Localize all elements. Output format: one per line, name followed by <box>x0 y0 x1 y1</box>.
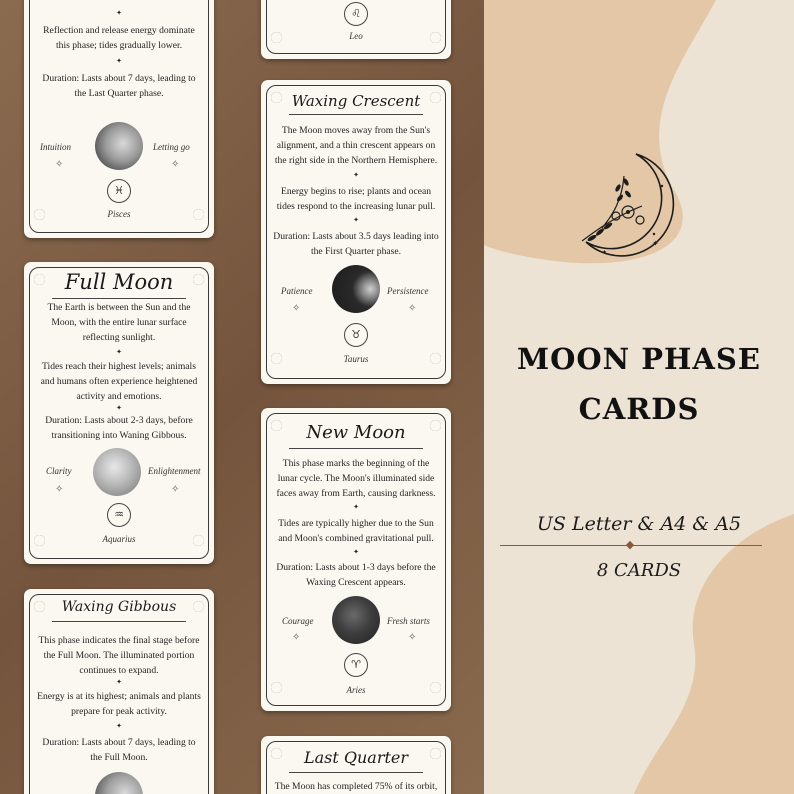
card-title: Last Quarter <box>303 748 409 767</box>
sparkle-icon: ✧ <box>408 632 417 643</box>
leo-symbol-icon: ♌ <box>344 2 368 26</box>
crescent-corner-icon <box>34 209 45 220</box>
divider-diamond-icon: ✦ <box>353 216 359 224</box>
keyword-left: Intuition <box>40 142 71 152</box>
sparkle-icon: ✧ <box>171 484 180 495</box>
diamond-icon: ◆ <box>625 538 635 551</box>
crescent-corner-icon <box>430 32 441 43</box>
divider-diamond-icon: ✦ <box>353 171 359 179</box>
divider-diamond-icon: ✦ <box>116 57 122 65</box>
moon-new-icon <box>332 596 380 644</box>
title-panel <box>484 0 794 794</box>
moon-waxing-crescent-icon <box>332 265 380 313</box>
keyword-right: Letting go <box>153 142 190 152</box>
card-title: New Moon <box>306 422 406 443</box>
card-text: Tides reach their highest levels; animals and humans often experience heightened activity and emotions. <box>40 361 198 402</box>
aquarius-symbol-icon: ♒ <box>107 503 131 527</box>
card-text: Duration: Lasts about 7 days, leading to the Full Moon. <box>42 737 196 763</box>
card-leo <box>261 0 451 59</box>
svg-text:✦: ✦ <box>652 239 659 248</box>
title-underline <box>289 772 423 773</box>
aries-symbol-icon: ♈ <box>344 653 368 677</box>
title-underline <box>52 298 186 299</box>
divider-diamond-icon: ✦ <box>116 9 122 17</box>
card-pisces <box>24 0 214 238</box>
moon-waning-icon <box>95 122 143 170</box>
sparkle-icon: ✧ <box>55 159 64 170</box>
crescent-corner-icon <box>271 682 282 693</box>
card-title: Full Moon <box>64 270 174 294</box>
keyword-left: Courage <box>282 616 314 626</box>
zodiac-sign: Aries <box>346 685 366 695</box>
card-text: The Moon has completed 75% of its orbit, <box>274 781 438 792</box>
divider-diamond-icon: ✦ <box>116 404 122 412</box>
divider-diamond-icon: ✦ <box>353 548 359 556</box>
svg-text:✦: ✦ <box>602 249 608 256</box>
card-text: Duration: Lasts about 7 days, leading to the Last Quarter phase. <box>42 73 196 99</box>
sparkle-icon: ✧ <box>408 303 417 314</box>
title-underline <box>289 448 423 449</box>
card-count-label: 8 CARDS <box>596 560 682 581</box>
card-full-moon <box>24 262 214 564</box>
sparkle-icon: ✧ <box>55 484 64 495</box>
taurus-symbol-icon: ♉ <box>344 323 368 347</box>
card-text: Duration: Lasts about 2-3 days, before transitioning into Waning Gibbous. <box>45 415 193 441</box>
pisces-symbol-icon: ♓ <box>107 179 131 203</box>
divider-diamond-icon: ✦ <box>116 348 122 356</box>
divider-diamond-icon: ✦ <box>116 678 122 686</box>
floral-crescent-moon-icon <box>572 146 692 266</box>
keyword-left: Patience <box>281 286 313 296</box>
card-text: Tides are typically higher due to the Sun and Moon's combined gravitational pull. <box>278 518 434 544</box>
zodiac-sign: Leo <box>349 31 363 41</box>
page-title-line2: CARDS <box>578 392 700 426</box>
card-text: The Moon moves away from the Sun's alignment, and a thin crescent appears on the right side in the Northern Hemisphere. <box>274 125 438 166</box>
card-text: Reflection and release energy dominate this phase; tides gradually lower. <box>43 25 195 51</box>
crescent-corner-icon <box>34 535 45 546</box>
card-text: The Earth is between the Sun and the Moon, with the entire lunar surface reflecting sunlight. <box>47 302 191 343</box>
crescent-corner-icon <box>193 209 204 220</box>
crescent-corner-icon <box>271 353 282 364</box>
divider-diamond-icon: ✦ <box>116 722 122 730</box>
zodiac-sign: Pisces <box>107 209 131 219</box>
card-text: This phase marks the beginning of the lunar cycle. The Moon's illuminated side faces away from Earth, causing darkness. <box>276 458 436 499</box>
card-text: Energy is at its highest; animals and plants prepare for peak activity. <box>37 691 201 717</box>
page-title-line1: MOON PHASE <box>517 342 761 376</box>
card-waxing-crescent <box>261 80 451 384</box>
card-text: Duration: Lasts about 1-3 days before the Waxing Crescent appears. <box>276 562 436 588</box>
crescent-corner-icon <box>430 353 441 364</box>
formats-label: US Letter & A4 & A5 <box>536 513 742 535</box>
sparkle-icon: ✧ <box>292 632 301 643</box>
zodiac-sign: Taurus <box>343 354 369 364</box>
title-underline <box>289 114 423 115</box>
title-underline <box>52 621 186 622</box>
keyword-right: Fresh starts <box>387 616 430 626</box>
keyword-left: Clarity <box>46 466 72 476</box>
card-text: Duration: Lasts about 3.5 days leading into the First Quarter phase. <box>273 231 439 257</box>
crescent-corner-icon <box>271 32 282 43</box>
crescent-corner-icon <box>430 682 441 693</box>
card-text: Energy begins to rise; plants and ocean tides respond to the increasing lunar pull. <box>276 186 436 212</box>
card-last-quarter <box>261 736 451 794</box>
zodiac-sign: Aquarius <box>102 534 136 544</box>
moon-full-icon <box>93 448 141 496</box>
sparkle-icon: ✧ <box>292 303 301 314</box>
card-text: This phase indicates the final stage before the Full Moon. The illuminated portion continues to expand. <box>38 635 200 676</box>
crescent-corner-icon <box>193 535 204 546</box>
card-new-moon <box>261 408 451 711</box>
divider-diamond-icon: ✦ <box>353 503 359 511</box>
sparkle-icon: ✧ <box>171 159 180 170</box>
card-title: Waxing Crescent <box>291 92 421 110</box>
keyword-right: Persistence <box>387 286 429 296</box>
keyword-right: Enlightenment <box>148 466 201 476</box>
card-waxing-gibbous <box>24 589 214 794</box>
card-title: Waxing Gibbous <box>61 599 177 615</box>
